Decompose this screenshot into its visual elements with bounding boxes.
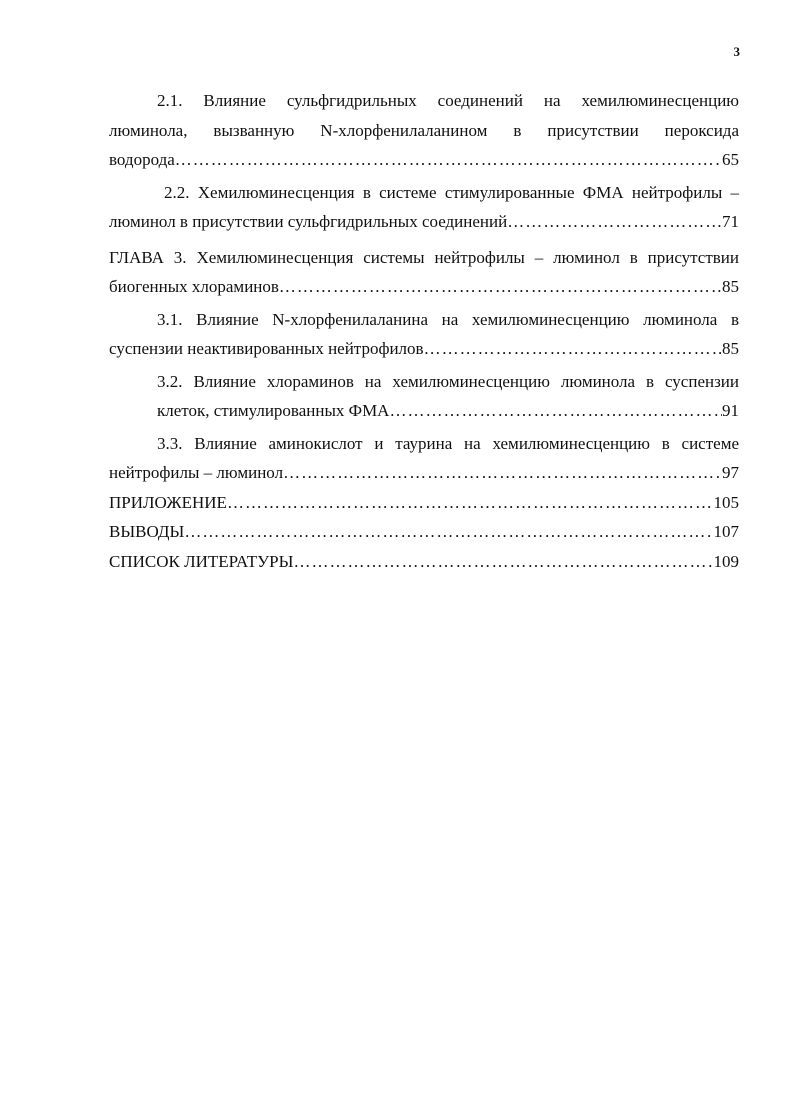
- toc-entry-3-3-last-line: [109, 458, 739, 488]
- toc-entry-2-1-line-1: 2.1. Влияние сульфгидрильных соединений на хемилюминесценцию: [157, 91, 739, 110]
- toc-entry-references-title: СПИСОК ЛИТЕРАТУРЫ: [109, 551, 294, 571]
- toc-entry-conclusions-line: [109, 517, 739, 547]
- toc-entry-references-page: 109: [713, 551, 739, 571]
- toc-entry-3-2-tail: клеток, стимулированных ФМА: [157, 401, 390, 420]
- toc-entry-3-3-line-1: 3.3. Влияние аминокислот и таурина на хемилюминесценцию в системе: [157, 433, 739, 453]
- table-of-contents: [109, 86, 739, 576]
- toc-entry-3-1-last-line: [109, 334, 739, 364]
- toc-entry-2-2-page: 71: [722, 212, 739, 231]
- toc-entry-2-1-tail: водорода: [109, 150, 175, 169]
- dot-leader: [175, 145, 722, 175]
- toc-entry-2-2-tail: люминол в присутствии сульфгидрильных соединений: [109, 212, 508, 231]
- toc-entry-references[interactable]: [109, 547, 739, 577]
- toc-entry-3-1-tail: суспензии неактивированных нейтрофилов: [109, 339, 424, 358]
- dot-leader: [283, 458, 722, 488]
- dot-leader: [507, 207, 722, 237]
- dot-leader: [227, 488, 714, 518]
- toc-entry-2-1[interactable]: [109, 86, 739, 175]
- toc-entry-chapter-3-line-1: ГЛАВА 3. Хемилюминесценция системы нейтрофилы – люминол в присутствии: [109, 247, 739, 267]
- toc-entry-chapter-3[interactable]: [109, 243, 739, 302]
- toc-entry-3-1-line-1: 3.1. Влияние N-хлорфенилаланина на хемилюминесценцию люминола в: [157, 309, 739, 329]
- toc-entry-conclusions[interactable]: [109, 517, 739, 547]
- toc-entry-chapter-3-tail: биогенных хлораминов: [109, 277, 279, 296]
- toc-entry-3-1[interactable]: [109, 305, 739, 364]
- toc-entry-3-2-last-line: [109, 396, 739, 426]
- page-number: 3: [733, 44, 740, 59]
- toc-entry-2-2-last-line: [109, 207, 739, 237]
- dot-leader: [184, 517, 713, 547]
- toc-entry-appendix-page: 105: [713, 492, 739, 512]
- toc-entry-3-1-page: 85: [722, 339, 739, 358]
- dot-leader: [293, 547, 713, 577]
- toc-entry-chapter-3-page: 85: [722, 277, 739, 296]
- toc-entry-references-line: [109, 547, 739, 577]
- toc-entry-3-3-tail: нейтрофилы – люминол: [109, 463, 284, 482]
- toc-entry-conclusions-page: 107: [713, 522, 739, 541]
- dot-leader: [279, 272, 722, 302]
- toc-entry-chapter-3-last-line: [109, 272, 739, 302]
- toc-entry-2-1-page: 65: [722, 150, 739, 169]
- toc-entry-2-2[interactable]: [109, 178, 739, 237]
- toc-entry-3-3[interactable]: [109, 429, 739, 488]
- toc-entry-3-3-page: 97: [722, 463, 739, 482]
- toc-entry-2-2-line-1: 2.2. Хемилюминесценция в системе стимулированные ФМА нейтрофилы –: [164, 182, 739, 202]
- toc-entry-3-2-line-1: 3.2. Влияние хлораминов на хемилюминесценцию люминола в суспензии: [157, 371, 739, 391]
- toc-entry-appendix-line: [109, 488, 739, 518]
- toc-entry-3-2-page: 91: [722, 401, 739, 420]
- toc-entry-3-2[interactable]: [109, 367, 739, 426]
- toc-entry-appendix-title: ПРИЛОЖЕНИЕ: [109, 492, 227, 512]
- toc-entry-conclusions-title: ВЫВОДЫ: [109, 522, 185, 541]
- dot-leader: [424, 334, 722, 364]
- dot-leader: [389, 396, 722, 426]
- toc-entry-2-1-last-line: [109, 145, 739, 175]
- toc-entry-appendix[interactable]: [109, 488, 739, 518]
- toc-entry-2-1-line-2: люминола, вызванную N-хлорфенилаланином в присутствии пероксида: [109, 120, 739, 140]
